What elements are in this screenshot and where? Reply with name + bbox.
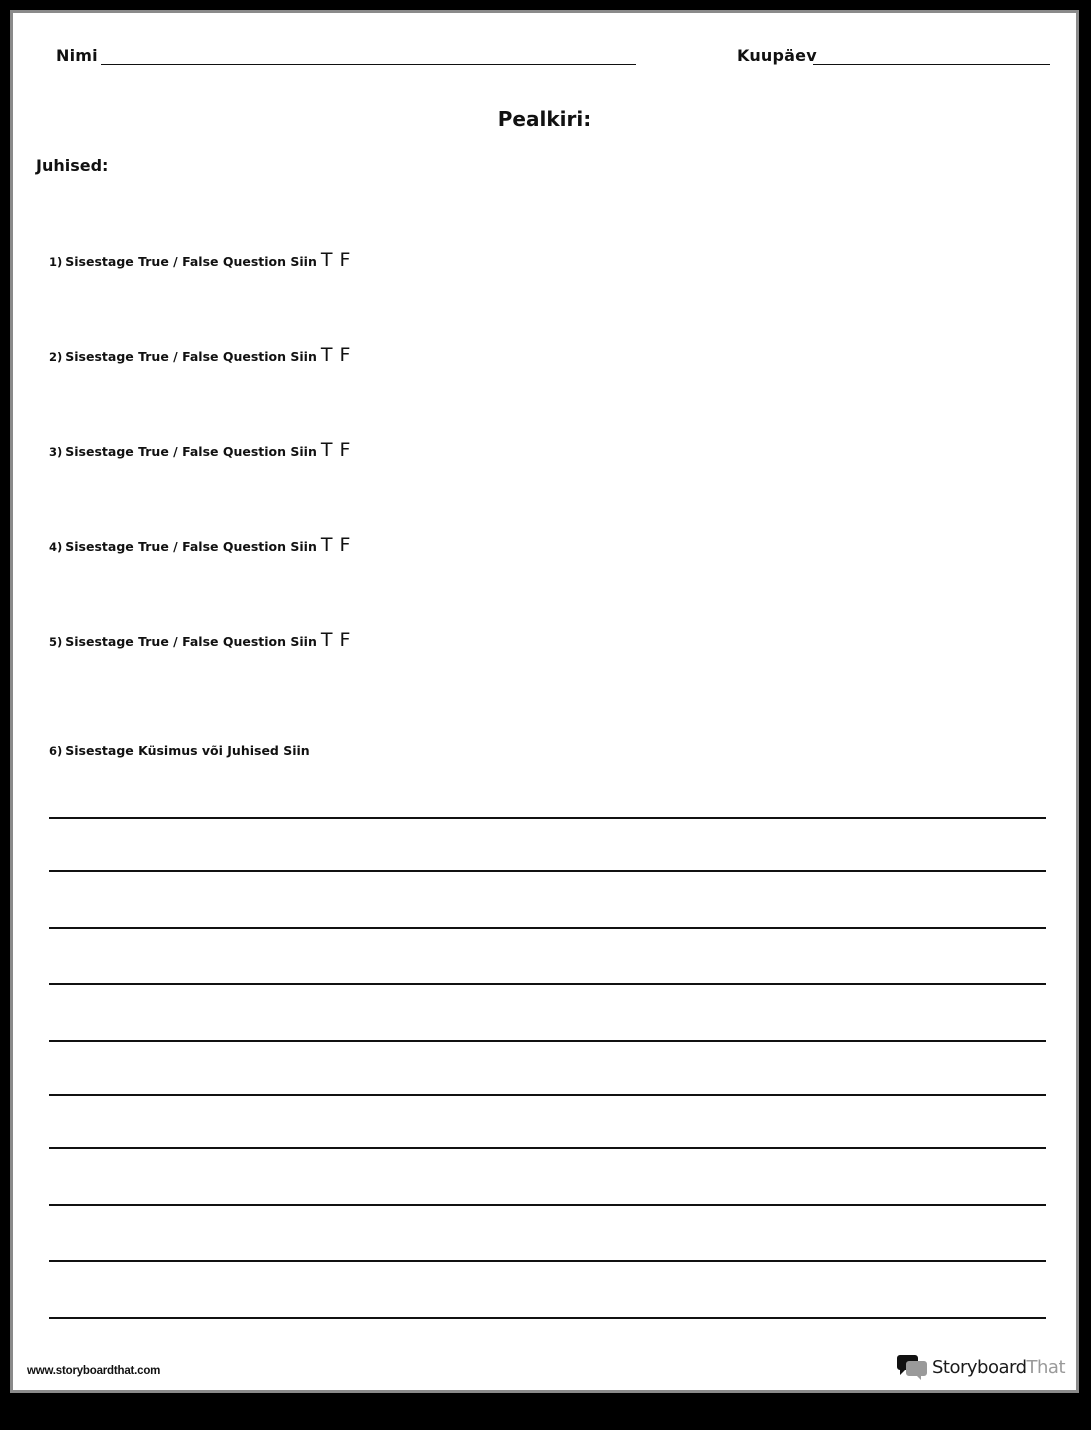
answer-line[interactable]: [49, 983, 1046, 985]
answer-line[interactable]: [49, 817, 1046, 819]
answer-line[interactable]: [49, 1204, 1046, 1206]
question-text: Sisestage Küsimus või Juhised Siin: [65, 743, 310, 758]
date-label: Kuupäev: [737, 46, 817, 65]
name-field[interactable]: [101, 64, 636, 65]
true-option[interactable]: T: [320, 344, 333, 366]
answer-line[interactable]: [49, 1147, 1046, 1149]
date-field[interactable]: [813, 64, 1050, 65]
question-1: [49, 249, 350, 271]
question-number: 2): [49, 350, 63, 364]
speech-bubbles-icon: [896, 1354, 928, 1380]
false-option[interactable]: F: [339, 629, 351, 651]
true-option[interactable]: T: [320, 249, 333, 271]
answer-line[interactable]: [49, 1317, 1046, 1319]
false-option[interactable]: F: [339, 249, 351, 271]
false-option[interactable]: F: [339, 534, 351, 556]
question-number: 5): [49, 635, 63, 649]
question-5: [49, 629, 350, 651]
worksheet-page: [10, 10, 1079, 1393]
question-6: [49, 743, 310, 758]
question-number: 6): [49, 744, 63, 758]
question-4: [49, 534, 350, 556]
question-number: 1): [49, 255, 63, 269]
worksheet-title: Pealkiri:: [497, 107, 592, 131]
question-text: Sisestage True / False Question Siin: [65, 254, 317, 269]
answer-line[interactable]: [49, 870, 1046, 872]
question-2: [49, 344, 350, 366]
question-text: Sisestage True / False Question Siin: [65, 539, 317, 554]
question-text: Sisestage True / False Question Siin: [65, 634, 317, 649]
answer-line[interactable]: [49, 1260, 1046, 1262]
true-option[interactable]: T: [320, 534, 333, 556]
true-option[interactable]: T: [320, 439, 333, 461]
false-option[interactable]: F: [339, 439, 351, 461]
question-number: 3): [49, 445, 63, 459]
answer-line[interactable]: [49, 1040, 1046, 1042]
logo-text-that: That: [1026, 1356, 1066, 1378]
name-label: Nimi: [56, 46, 98, 65]
instructions-label: Juhised:: [36, 156, 109, 175]
storyboardthat-logo[interactable]: [896, 1354, 1065, 1380]
logo-text-storyboard: Storyboard: [932, 1356, 1027, 1378]
answer-line[interactable]: [49, 927, 1046, 929]
question-number: 4): [49, 540, 63, 554]
question-3: [49, 439, 350, 461]
question-text: Sisestage True / False Question Siin: [65, 444, 317, 459]
false-option[interactable]: F: [339, 344, 351, 366]
footer-url[interactable]: www.storyboardthat.com: [27, 1365, 161, 1377]
true-option[interactable]: T: [320, 629, 333, 651]
question-text: Sisestage True / False Question Siin: [65, 349, 317, 364]
answer-line[interactable]: [49, 1094, 1046, 1096]
